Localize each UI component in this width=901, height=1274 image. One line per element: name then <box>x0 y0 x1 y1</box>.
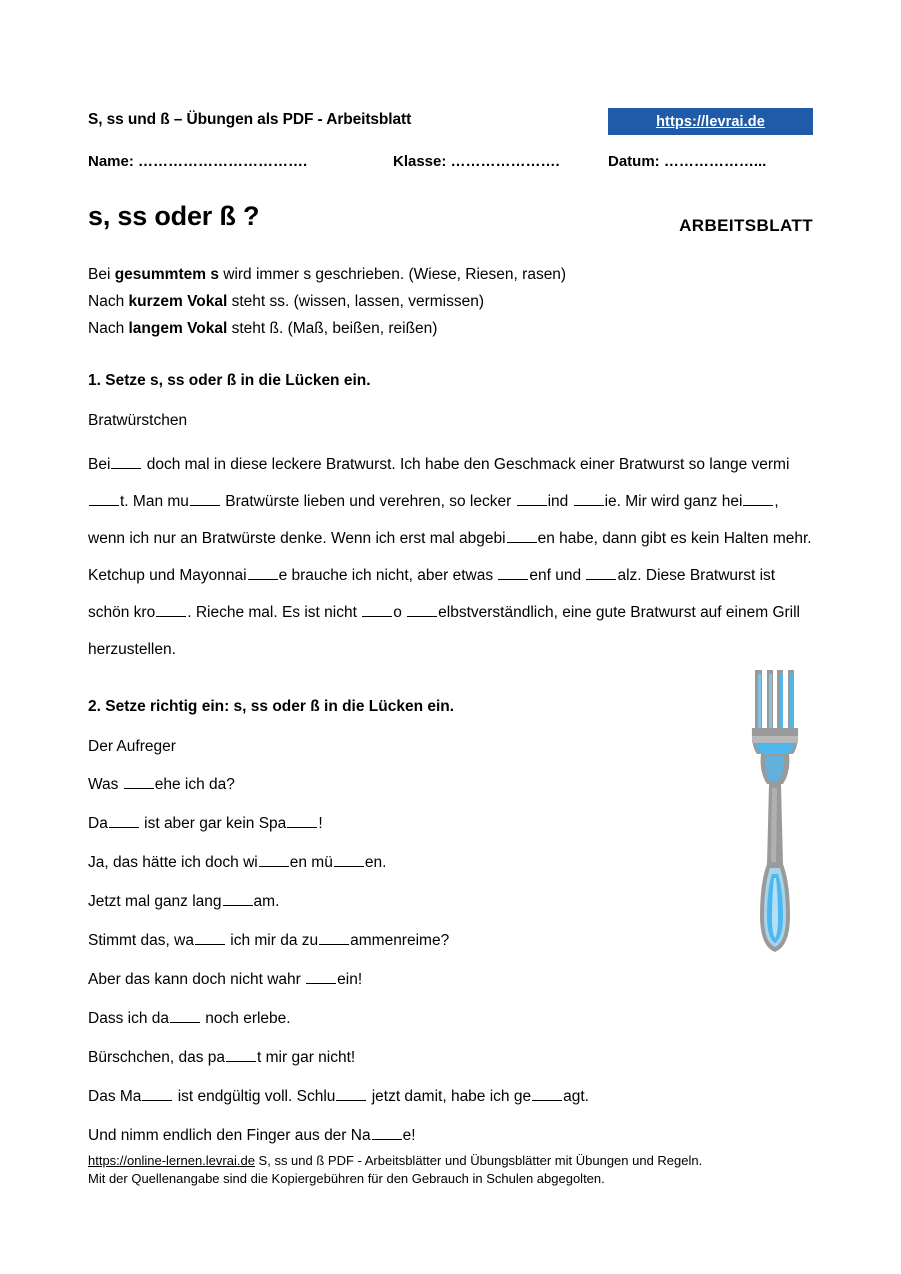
rules-block <box>88 261 813 342</box>
exercise-2-line[interactable]: Dass ich da noch erlebe. <box>88 1010 291 1027</box>
fork-illustration <box>745 668 805 958</box>
answer-gap[interactable] <box>319 930 349 945</box>
exercise-2-lines <box>88 774 708 1146</box>
exercise-2-line[interactable]: Was ehe ich da? <box>88 776 235 793</box>
exercise-1-heading: 1. Setze s, ss oder ß in die Lücken ein. <box>88 372 371 389</box>
answer-gap[interactable] <box>507 528 537 543</box>
answer-gap[interactable] <box>586 565 616 580</box>
exercise-2-line[interactable]: Und nimm endlich den Finger aus der Na e! <box>88 1127 416 1144</box>
worksheet-main-title: s, ss oder ß ? <box>88 201 260 231</box>
rule-post: steht ss. (wissen, lassen, vermissen) <box>227 293 484 310</box>
answer-gap[interactable] <box>259 852 289 867</box>
footer-line-1-rest: S, ss und ß PDF - Arbeitsblätter und Übungsblätter mit Übungen und Regeln. <box>254 1153 703 1168</box>
datum-field-label[interactable]: Datum: ………………... <box>608 153 767 170</box>
exercise-2-heading: 2. Setze richtig ein: s, ss oder ß in die Lücken ein. <box>88 698 455 715</box>
answer-gap[interactable] <box>334 852 364 867</box>
answer-gap[interactable] <box>574 491 604 506</box>
title-row <box>88 201 813 243</box>
rule-post: wird immer s geschrieben. (Wiese, Riesen, rasen) <box>218 266 567 283</box>
exercise-2-line[interactable]: Jetzt mal ganz lang am. <box>88 893 280 910</box>
exercise-2-line[interactable]: Aber das kann doch nicht wahr ein! <box>88 971 363 988</box>
rule-item <box>88 288 813 315</box>
answer-gap[interactable] <box>190 491 220 506</box>
worksheet-type-label: ARBEITSBLATT <box>679 216 813 235</box>
exercise-2-line[interactable]: Ja, das hätte ich doch wi en mü en. <box>88 854 387 871</box>
answer-gap[interactable] <box>124 774 154 789</box>
name-field-label[interactable]: Name: ……………………………. <box>88 153 308 170</box>
answer-gap[interactable] <box>223 891 253 906</box>
answer-gap[interactable] <box>407 602 437 617</box>
levrai-url-banner[interactable] <box>608 108 813 135</box>
answer-gap[interactable] <box>170 1008 200 1023</box>
answer-gap[interactable] <box>111 454 141 469</box>
fork-icon <box>745 668 805 958</box>
document-content <box>88 108 813 1146</box>
answer-gap[interactable] <box>195 930 225 945</box>
answer-gap[interactable] <box>372 1125 402 1140</box>
answer-gap[interactable] <box>498 565 528 580</box>
exercise-2-line[interactable]: Stimmt das, wa ich mir da zu ammenreime? <box>88 932 450 949</box>
answer-gap[interactable] <box>743 491 773 506</box>
answer-gap[interactable] <box>89 491 119 506</box>
rule-pre: Nach <box>88 320 129 337</box>
rule-item <box>88 261 813 288</box>
rule-pre: Bei <box>88 266 115 283</box>
answer-gap[interactable] <box>287 813 317 828</box>
rule-pre: Nach <box>88 293 129 310</box>
footer-line-1 <box>88 1152 818 1170</box>
answer-gap[interactable] <box>306 969 336 984</box>
rule-bold: langem Vokal <box>128 320 228 337</box>
answer-gap[interactable] <box>362 602 392 617</box>
footer-source-link[interactable]: https://online-lernen.levrai.de <box>88 1153 255 1168</box>
answer-gap[interactable] <box>109 813 139 828</box>
exercise-1-subtitle: Bratwürstchen <box>88 412 188 429</box>
rule-bold: kurzem Vokal <box>128 293 228 310</box>
exercise-2-line[interactable]: Da ist aber gar kein Spa ! <box>88 815 323 832</box>
exercise-2-subtitle: Der Aufreger <box>88 738 176 755</box>
rule-item <box>88 315 813 342</box>
rule-bold: gesummtem s <box>114 266 219 283</box>
exercise-2-line[interactable]: Bürschchen, das pa t mir gar nicht! <box>88 1049 356 1066</box>
footer-line-2: Mit der Quellenangabe sind die Kopiergebühren für den Gebrauch in Schulen abgegolten. <box>88 1171 605 1186</box>
page-title: S, ss und ß – Übungen als PDF - Arbeitsblatt <box>88 111 412 128</box>
document-header <box>88 108 813 142</box>
exercise-2-line[interactable]: Das Ma ist endgültig voll. Schlu jetzt damit, habe ich ge agt. <box>88 1088 589 1105</box>
answer-gap[interactable] <box>532 1086 562 1101</box>
answer-gap[interactable] <box>156 602 186 617</box>
student-info-row <box>88 153 813 179</box>
answer-gap[interactable] <box>517 491 547 506</box>
klasse-field-label[interactable]: Klasse: …………………. <box>393 153 560 170</box>
rule-post: steht ß. (Maß, beißen, reißen) <box>227 320 438 337</box>
document-footer <box>88 1152 818 1188</box>
exercise-1-paragraph[interactable]: Bei doch mal in diese leckere Bratwurst. Ich habe den Geschmack einer Bratwurst so lange vermit. Man mu Bratwürste lieben und verehren, so lecker ind ie. Mir wird ganz hei , wenn ich nur an Bratwürste denke. Wenn ich erst mal abgebi en habe, dann gibt es kein Halten mehr. Ketchup und Mayonnai e brauche ich nicht, aber etwas enf und alz. Diese Bratwurst ist schön kro . Rieche mal. Es ist nicht o elbstverständlich, eine gute Bratwurst auf einem Grill herzustellen. <box>88 456 812 658</box>
answer-gap[interactable] <box>226 1047 256 1062</box>
answer-gap[interactable] <box>142 1086 172 1101</box>
answer-gap[interactable] <box>336 1086 366 1101</box>
answer-gap[interactable] <box>248 565 278 580</box>
levrai-url-link[interactable]: https://levrai.de <box>656 113 765 130</box>
